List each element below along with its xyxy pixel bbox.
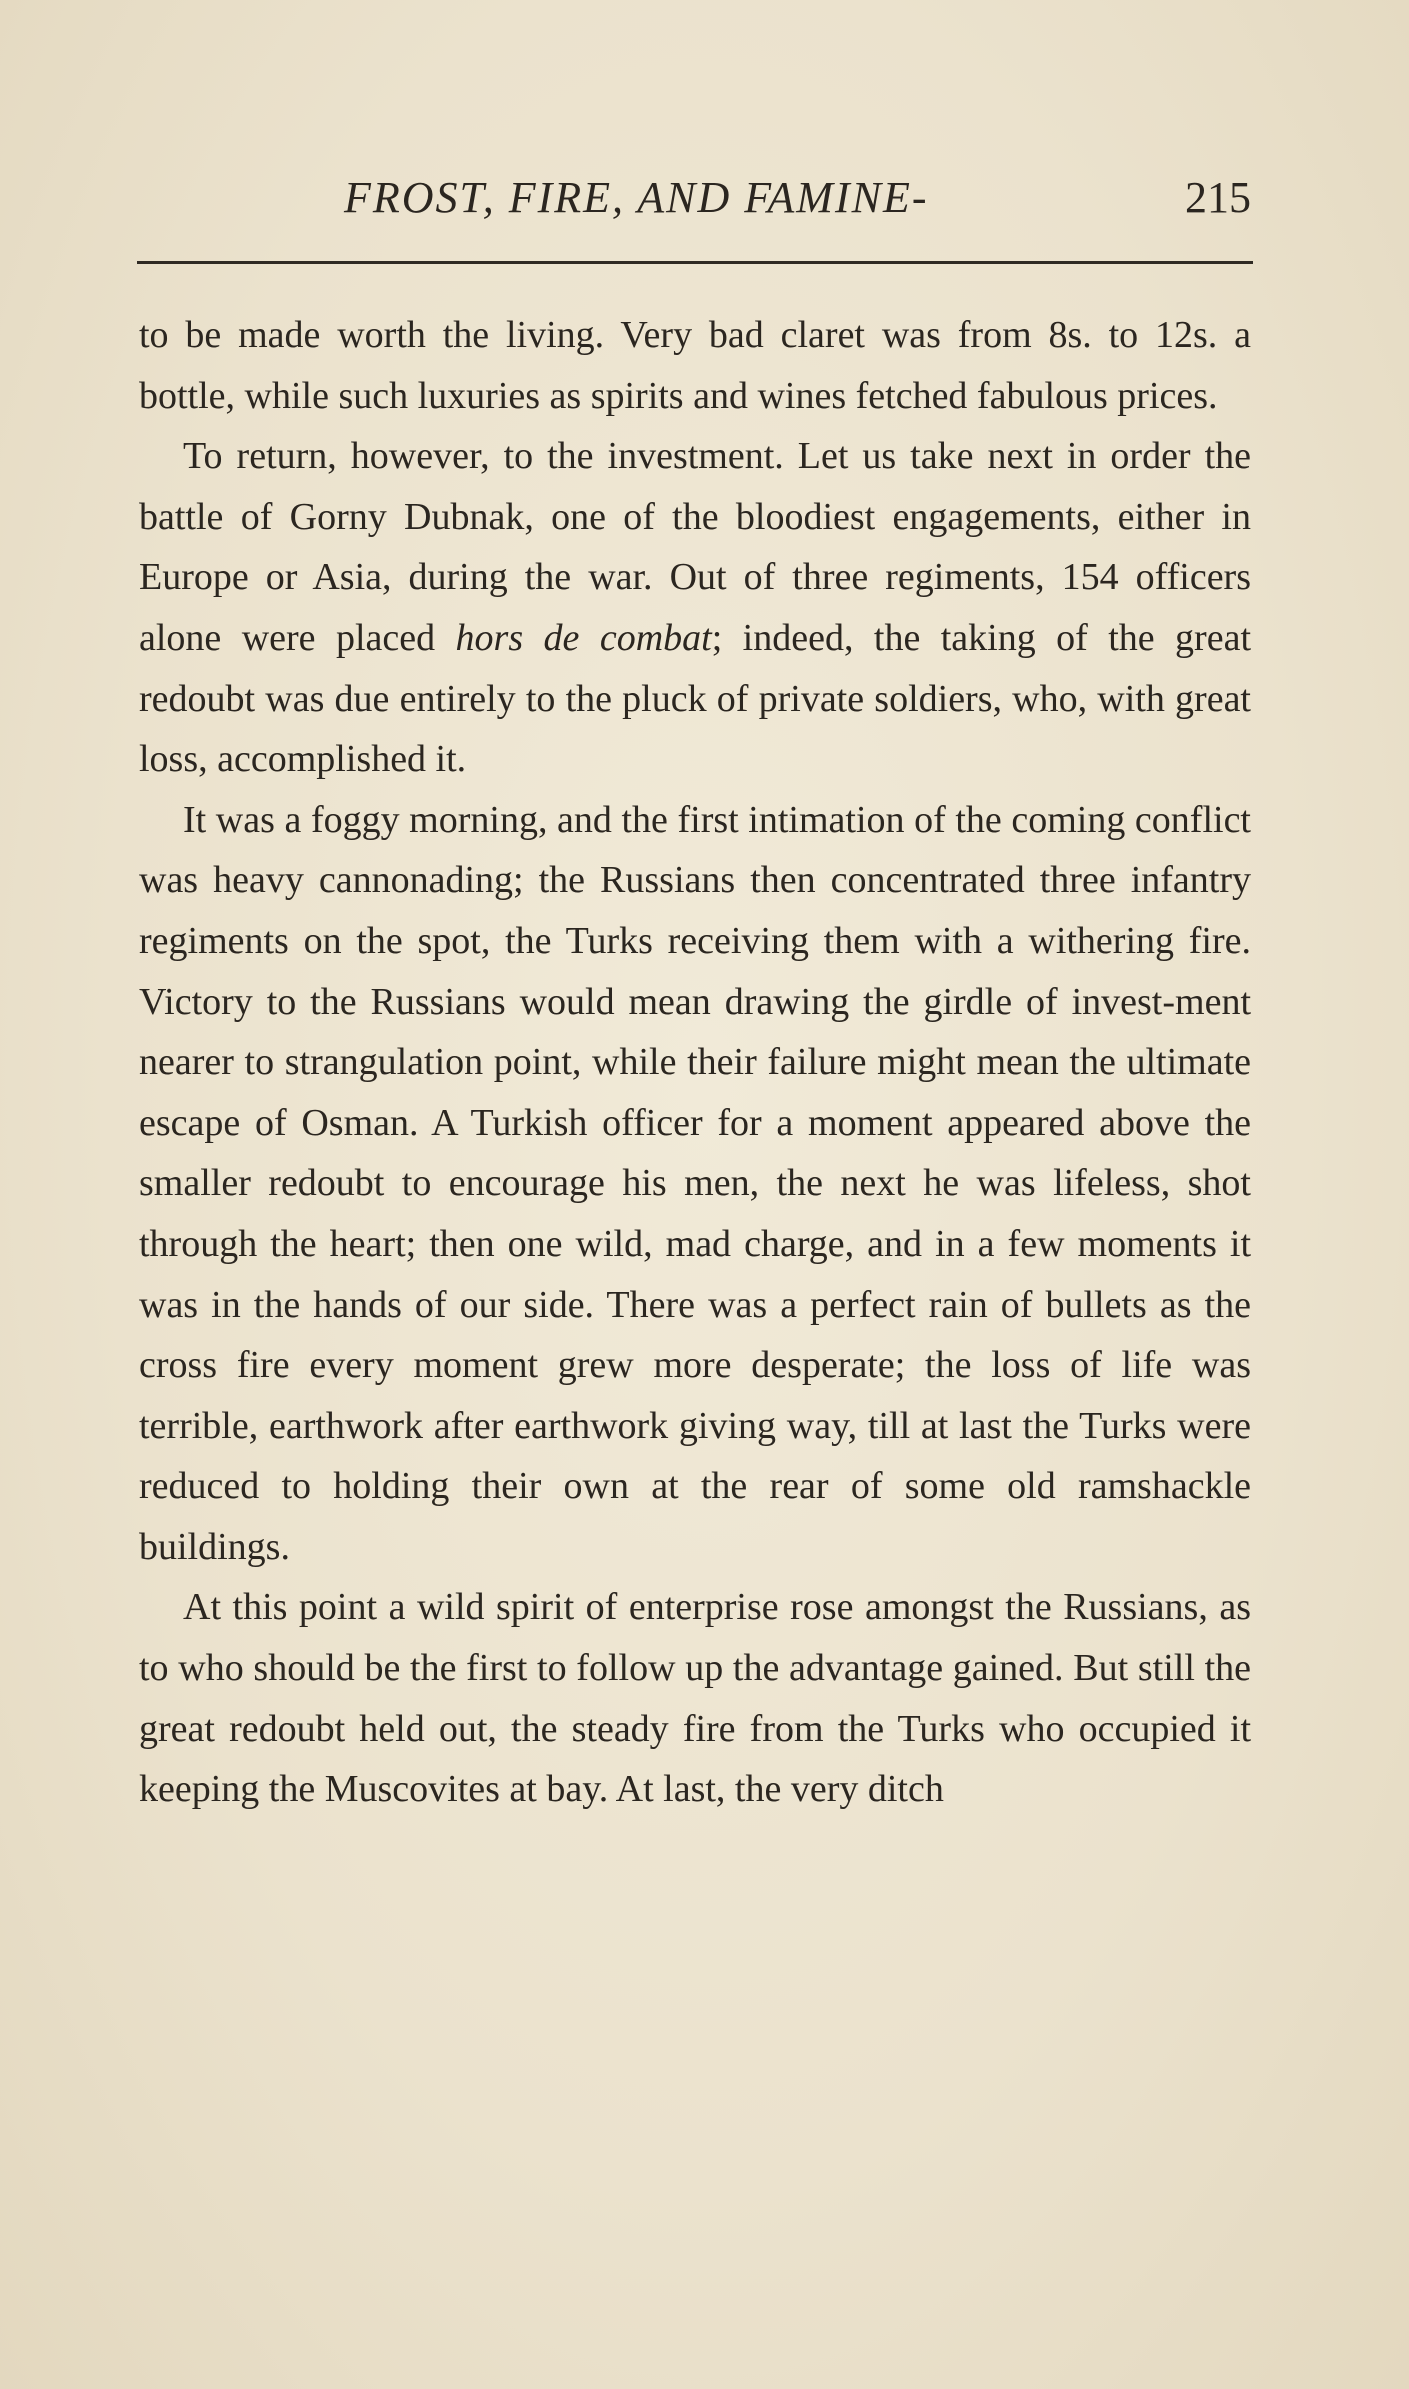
paragraph-battle-gorny-dubnak xyxy=(139,426,1251,790)
paragraph-text-before-italic: To return, however, to the investment. Let us take next in order the battle of Gorny Dubnak, one of the bloodiest engagements, either in Europe or Asia, during the war. Out of three regiments, 154 officers alone were placed xyxy=(139,435,1251,659)
body-text xyxy=(139,305,1251,1820)
italic-phrase: hors de combat xyxy=(455,616,712,659)
paragraph-continued: to be made worth the living. Very bad claret was from 8s. to 12s. a bottle, while such luxuries as spirits and wines fetched fabulous prices. xyxy=(139,314,1251,417)
paragraph-foggy-morning: It was a foggy morning, and the first intimation of the coming conflict was heavy cannonading; the Russians then concentrated three infantry regiments on the spot, the Turks receiving them with a withering fire. Victory to the Russians would mean drawing the girdle of invest-ment nearer to strangulation point, while their failure might mean the ultimate escape of Osman. A Turkish officer for a moment appeared above the smaller redoubt to encourage his men, the next he was lifeless, shot through the heart; then one wild, mad charge, and in a few moments it was in the hands of our side. There was a perfect rain of bullets as the cross fire every moment grew more desperate; the loss of life was terrible, earthwork after earthwork giving way, till at last the Turks were reduced to holding their own at the rear of some old ramshackle buildings. xyxy=(139,798,1251,1568)
paragraph-text-after-italic: ; indeed, the taking of the great redoubt was due entirely to the pluck of private soldiers, who, with great loss, accomplished it. xyxy=(139,616,1252,781)
running-title: FROST, FIRE, AND FAMINE- xyxy=(344,173,929,222)
header-rule xyxy=(137,261,1253,264)
paragraph-spirit-of-enterprise: At this point a wild spirit of enterprise rose amongst the Russians, as to who should be the first to follow up the advantage gained. But still the great redoubt held out, the steady fire from the Turks who occupied it keeping the Muscovites at bay. At last, the very ditch xyxy=(139,1586,1251,1811)
page-header xyxy=(139,172,1251,232)
page-number: 215 xyxy=(1185,173,1251,222)
